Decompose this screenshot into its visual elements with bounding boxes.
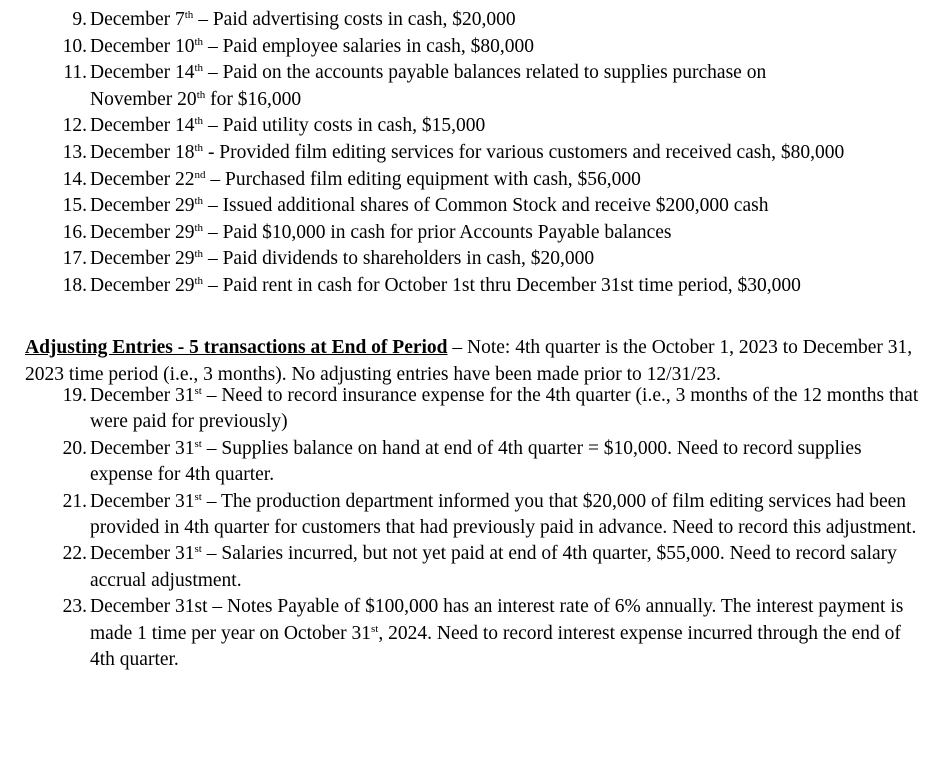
item-number: 21. [62,490,87,512]
date-suffix: nd [194,168,206,181]
item-number: 15. [62,195,87,217]
list-item [0,489,946,542]
item-text: – Paid on the accounts payable balances related to supplies purchase on [203,62,767,84]
item-date: December 18 [90,141,195,163]
item-text: – Paid advertising costs in cash, $20,000 [193,9,516,30]
transaction-list [0,7,946,300]
item-number: 22. [62,543,87,565]
date-suffix: th [194,62,204,75]
item-text: – Notes Payable of $100,000 has an interest rate of 6% annually. The interest payment is made 1 time per year on October 31 [90,596,904,644]
list-item [0,383,946,436]
date-suffix: st [371,622,379,635]
list-item [0,140,946,167]
item-text: - Provided film editing services for various customers and received cash, $80,000 [203,141,845,163]
item-number: 12. [62,115,87,137]
item-text: – Paid employee salaries in cash, $80,000 [203,35,534,57]
item-date: December 29 [90,195,195,217]
item-text: – Purchased film editing equipment with cash, $56,000 [205,168,641,190]
date-suffix: th [184,9,194,21]
date-suffix: st [194,543,202,556]
item-text: – The production department informed you that $20,000 of film editing services had been provided in 4th quarter for customers that had previously paid in advance. Need to record this adjustment. [90,490,917,539]
item-text: – Issued additional shares of Common Stock and receive $200,000 cash [203,195,769,217]
date-suffix: th [194,115,204,128]
item-number: 20. [62,437,87,459]
date-suffix: th [194,221,204,234]
item-number: 18. [62,274,87,296]
date-suffix: th [194,35,204,48]
item-date: December 14 [90,62,195,84]
item-date: December 31 [90,490,195,512]
adjusting-entries-heading: Adjusting Entries - 5 transactions at End of Period [25,336,448,358]
date-suffix: th [196,88,206,101]
item-text: – Need to record insurance expense for the 4th quarter (i.e., 3 months of the 12 months that were paid for previously) [90,385,919,433]
list-item [0,34,946,61]
date-suffix: st [194,385,202,397]
item-text: – Paid dividends to shareholders in cash, $20,000 [203,248,595,270]
list-item [0,594,946,673]
item-date: December 31 [90,543,195,565]
date-suffix: th [194,195,204,208]
item-text: – Paid utility costs in cash, $15,000 [203,115,486,137]
item-date: December 29 [90,248,195,270]
item-number: 17. [62,248,87,270]
list-item [0,60,946,113]
date-suffix: th [194,248,204,261]
list-item [0,193,946,220]
date-suffix: th [194,141,204,154]
item-text: – Salaries incurred, but not yet paid at end of 4th quarter, $55,000. Need to record salary accrual adjustment. [90,543,897,591]
item-date: December 22 [90,168,195,190]
item-date: December 31 [90,437,195,459]
item-text-line2: November 20 [90,88,197,110]
adjusting-entries-note: – Note: 4th quarter is the October 1, 2023 to December 31, 2023 time period (i.e., 3 months). No adjusting entries have been made prior to 12/31/23. [25,336,913,385]
item-date: December 10 [90,35,195,57]
item-text-line2-tail: for $16,000 [205,88,302,110]
item-text: – Supplies balance on hand at end of 4th quarter = $10,000. Need to record supplies expense for 4th quarter. [90,437,862,486]
item-date: December 7 [90,9,185,30]
list-item [0,436,946,489]
item-text-tail: , 2024. Need to record interest expense incurred through the end of 4th quarter. [90,622,901,671]
list-item [0,246,946,273]
item-number: 11. [63,62,87,84]
item-number: 9. [72,9,87,30]
item-number: 23. [62,596,87,618]
list-item [0,220,946,247]
adjusting-entries-paragraph [25,334,930,388]
item-number: 10. [62,35,87,57]
list-item [0,541,946,594]
list-item [0,7,946,34]
list-item [0,273,946,300]
date-suffix: th [194,274,204,287]
item-date: December 14 [90,115,195,137]
item-number: 16. [62,221,87,243]
adjustment-list [0,383,946,673]
date-suffix: st [194,490,202,503]
item-number: 13. [62,141,87,163]
item-number: 14. [62,168,87,190]
list-item [0,113,946,140]
item-text: – Paid $10,000 in cash for prior Accounts Payable balances [203,221,672,243]
item-number: 19. [62,385,87,406]
date-suffix: st [194,437,202,450]
item-date: December 29 [90,221,195,243]
item-date: December 29 [90,274,195,296]
item-date: December 31st [90,596,208,618]
item-date: December 31 [90,385,195,406]
list-item [0,167,946,194]
item-text: – Paid rent in cash for October 1st thru December 31st time period, $30,000 [203,274,801,296]
